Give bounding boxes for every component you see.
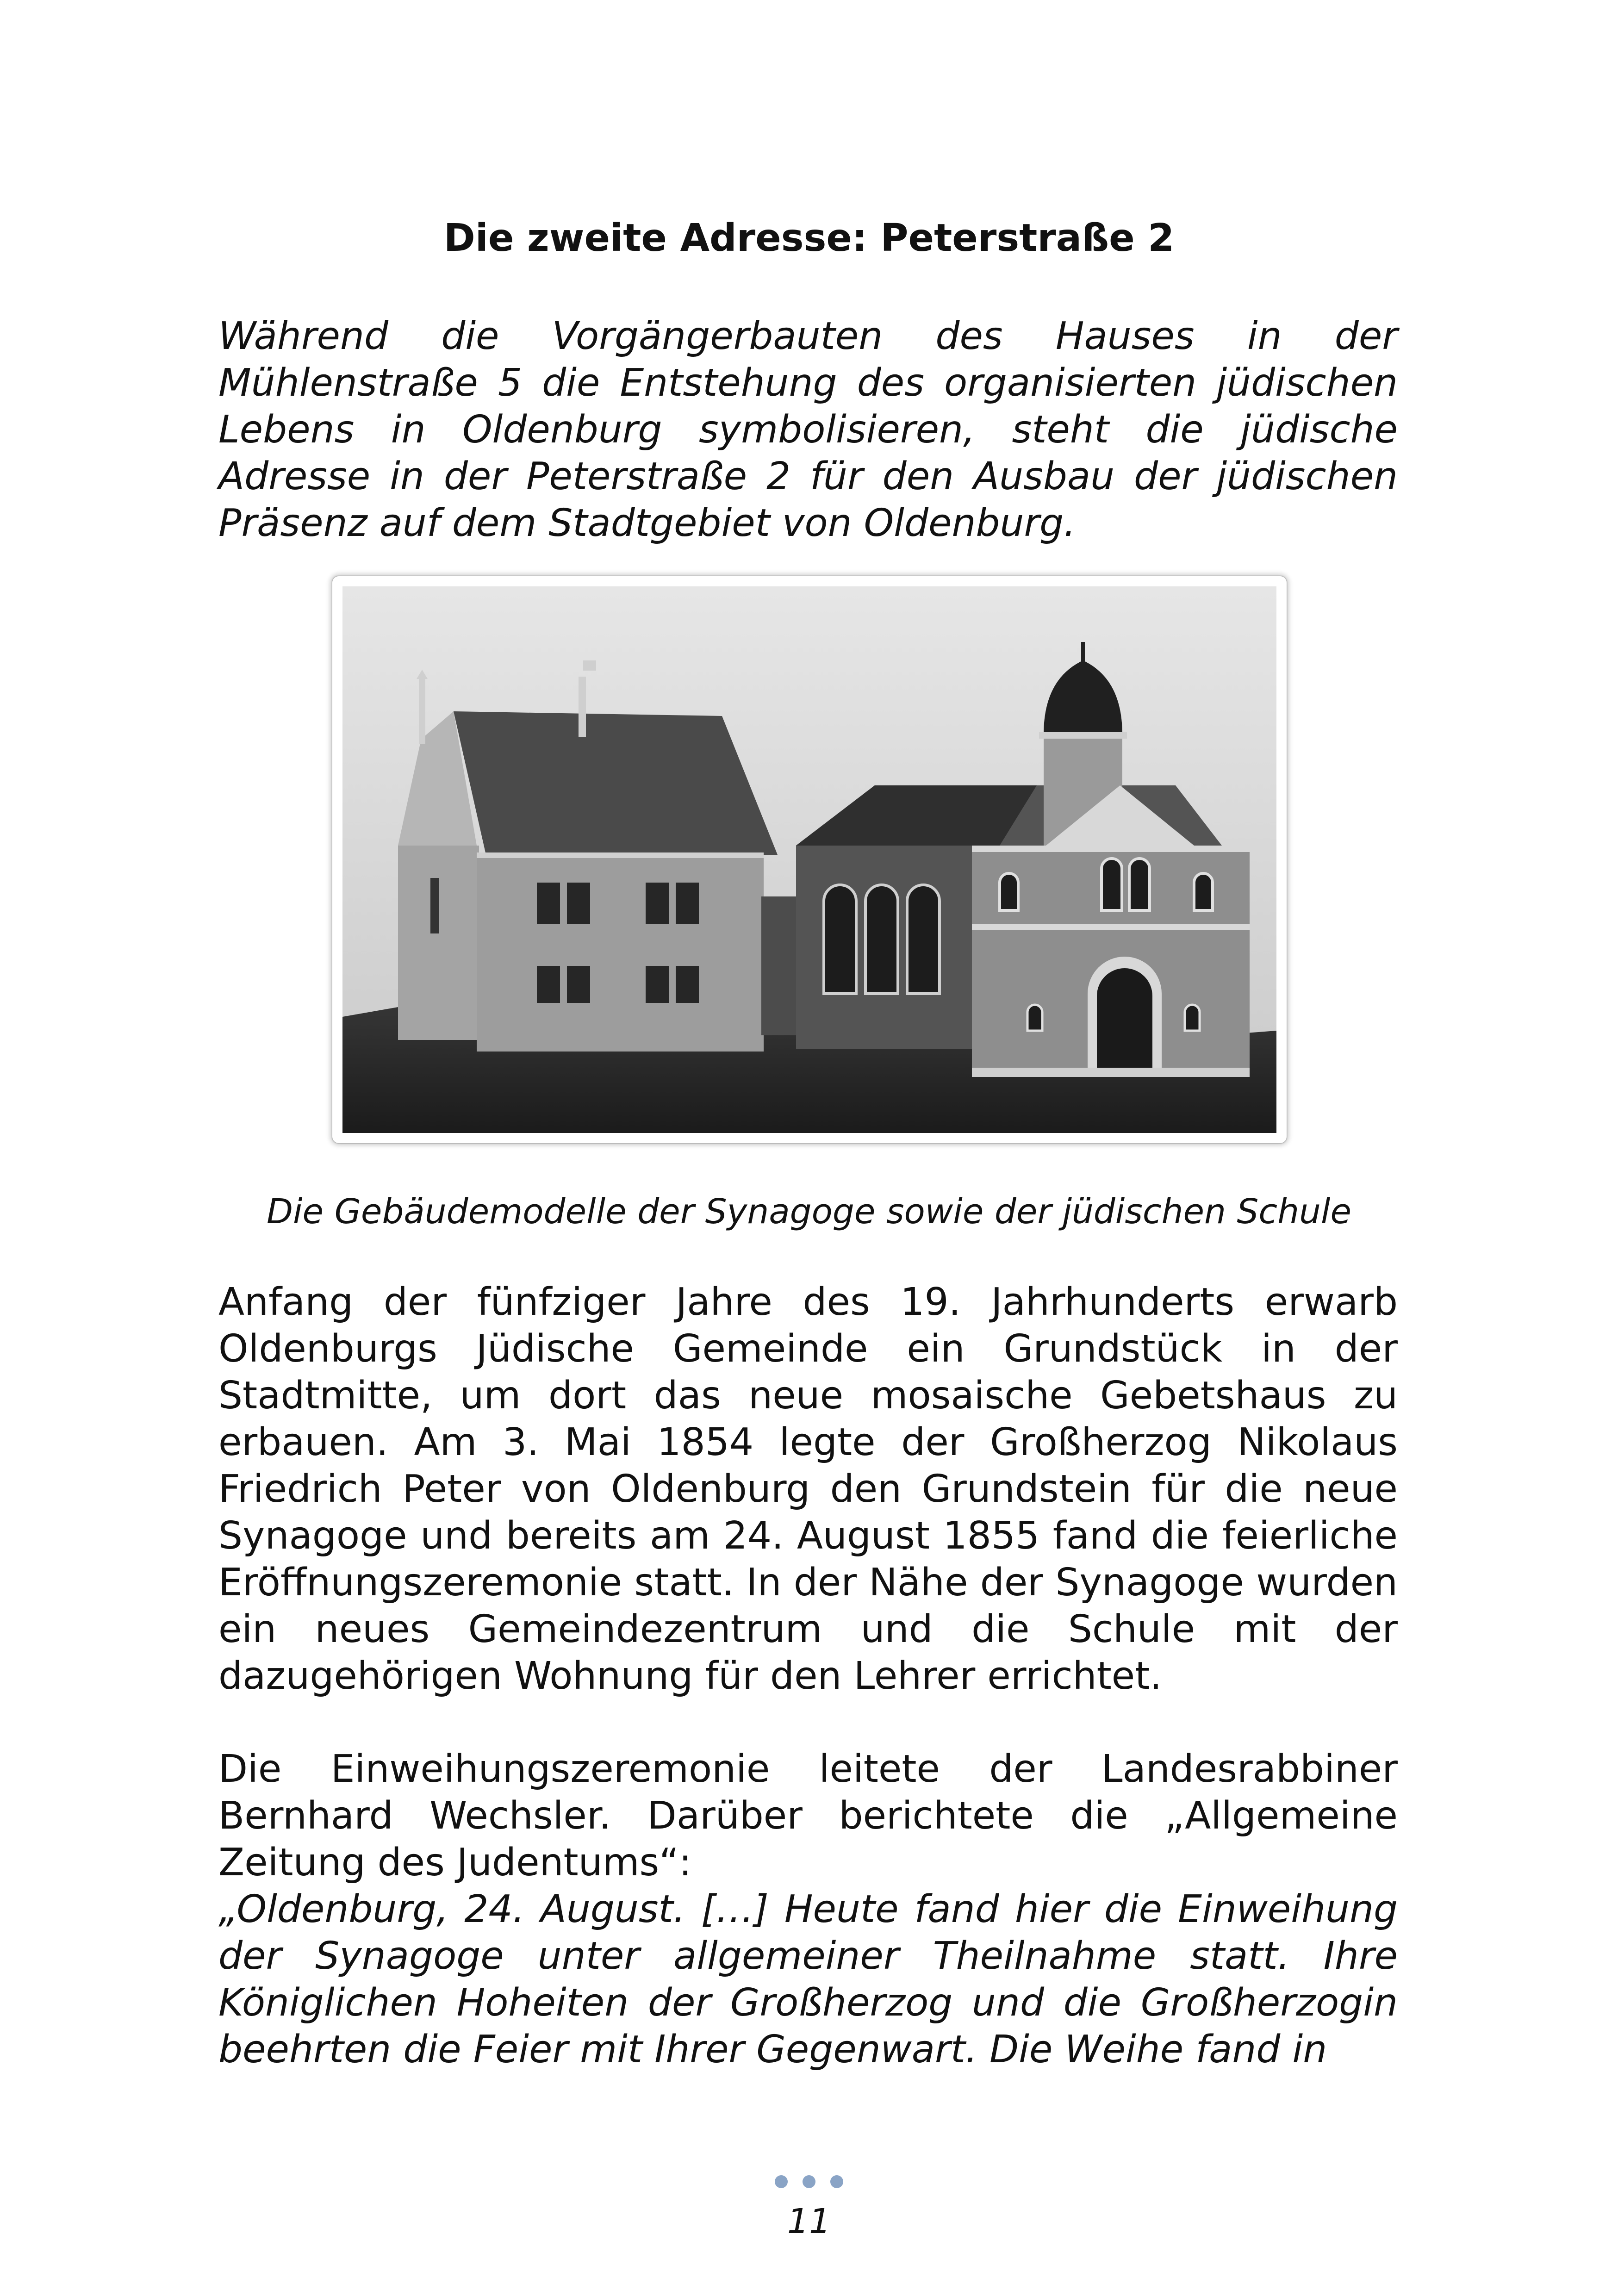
page-ornament (0, 2175, 1618, 2194)
page-number: 11 (787, 2202, 831, 2241)
ornament-dot (830, 2175, 843, 2188)
newspaper-quote: „Oldenburg, 24. August. […] Heute fand hier die Einweihung der Synagoge unter allgemeiner Theilnahme statt. Ihre Königlichen Hoheiten der Großherzog und die Großherzogin beehrten die Feier mit Ihrer Gegenwart. Die Weihe fand in (218, 1887, 1398, 2072)
synagogue-school-model-image (342, 586, 1276, 1133)
photo-caption: Die Gebäudemodelle der Synagoge sowie der jüdischen Schule (267, 1192, 1351, 1232)
body-paragraph-1: Anfang der fünfziger Jahre des 19. Jahrhunderts erwarb Oldenburgs Jüdische Gemeinde ein Grundstück in der Stadtmitte, um dort das neue mosaische Gebetshaus zu erbauen. Am 3. Mai 1854 legte der Großherzog Nikolaus Friedrich Peter von Oldenburg den Grundstein für die neue Synagoge und bereits am 24. August 1855 fand die feierliche Eröffnungszeremonie statt. In der Nähe der Synagoge wurden ein neues Gemeindezentrum und die Schule mit der dazugehörigen Wohnung für den Lehrer errichtet. (218, 1280, 1398, 1698)
building-models-photo (332, 576, 1287, 1143)
body-paragraph-2 (218, 1746, 1398, 2073)
ornament-dot (803, 2175, 815, 2188)
paragraph-2-intro: Die Einweihungszeremonie leitete der Landesrabbiner Bernhard Wechsler. Darüber berichtete die „Allgemeine Zeitung des Judentums“: (218, 1747, 1398, 1885)
intro-paragraph: Während die Vorgängerbauten des Hauses in der Mühlenstraße 5 die Entstehung des organisierten jüdischen Lebens in Oldenburg symbolisieren, steht die jüdische Adresse in der Peterstraße 2 für den Ausbau der jüdischen Präsenz auf dem Stadtgebiet von Oldenburg. (218, 314, 1398, 545)
page-title: Die zweite Adresse: Peterstraße 2 (443, 216, 1175, 260)
ornament-dot (775, 2175, 788, 2188)
